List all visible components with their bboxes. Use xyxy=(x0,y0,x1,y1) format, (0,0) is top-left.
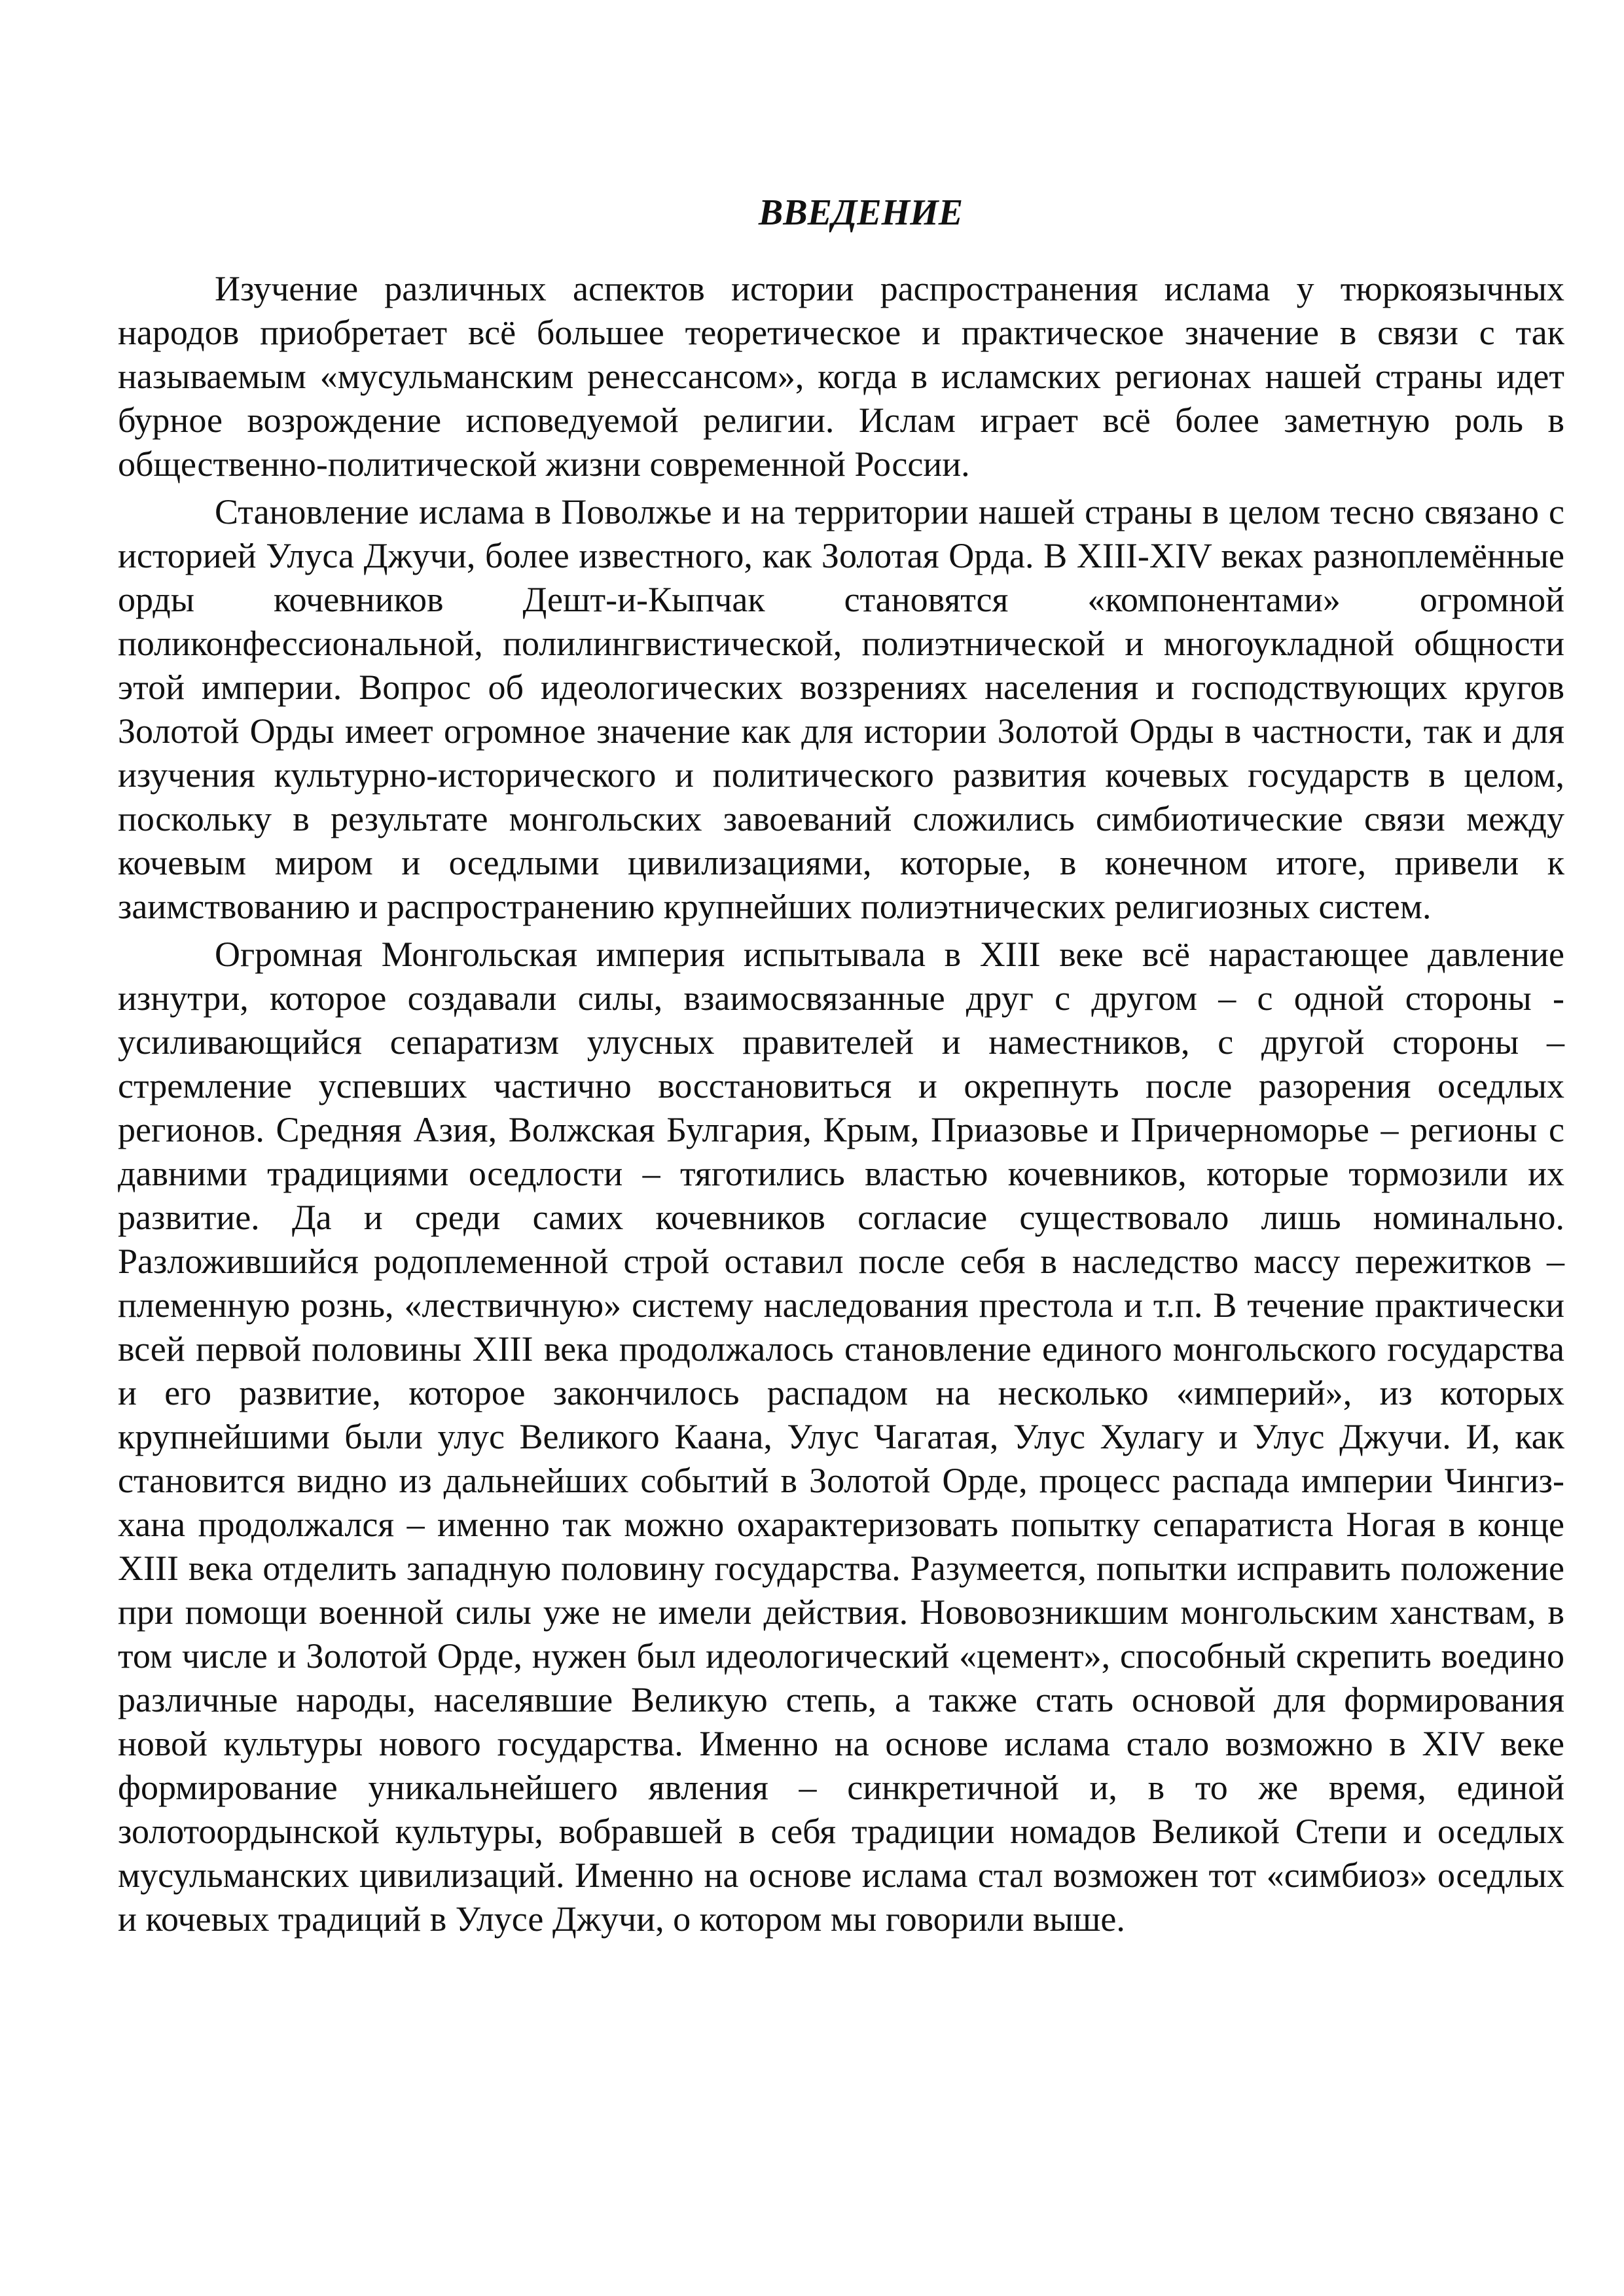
paragraph-3: Огромная Монгольская империя испытывала в XIII веке всё нарастающее давление изнутри, которое создавали силы, взаимосвязанные друг с другом – с одной стороны - усиливающийся сепаратизм улусных правителей и наместников, с другой стороны – стремление успевших частично восстановиться и окрепнуть после разорения оседлых регионов. Средняя Азия, Волжская Булгария, Крым, Приазовье и Причерноморье – регионы с давними традициями оседлости – тяготились властью кочевников, которые тормозили их развитие. Да и среди самих кочевников согласие существовало лишь номинально. Разложившийся родоплеменной строй оставил после себя в наследство массу пережитков – племенную рознь, «лествичную» систему наследования престола и т.п. В течение практически всей первой половины XIII века продолжалось становление единого монгольского государства и его развитие, которое закончилось распадом на несколько «империй», из которых крупнейшими были улус Великого Каана, Улус Чагатая, Улус Хулагу и Улус Джучи. И, как становится видно из дальнейших событий в Золотой Орде, процесс распада империи Чингиз-хана продолжался – именно так можно охарактеризовать попытку сепаратиста Ногая в конце XIII века отделить западную половину государства. Разумеется, попытки исправить положение при помощи военной силы уже не имели действия. Нововозникшим монгольским ханствам, в том числе и Золотой Орде, нужен был идеологический «цемент», способный скрепить воедино различные народы, населявшие Великую степь, а также стать основой для формирования новой культуры нового государства. Именно на основе ислама стало возможно в XIV веке формирование уникальнейшего явления – синкретичной и, в то же время, единой золотоордынской культуры, вобравшей в себя традиции номадов Великой Степи и оседлых мусульманских цивилизаций. Именно на основе ислама стал возможен тот «симбиоз» оседлых и кочевых традиций в Улусе Джучи, о котором мы говорили выше. xyxy=(118,935,1564,1939)
page-title: ВВЕДЕНИЕ xyxy=(758,192,964,233)
paragraph-2: Становление ислама в Поволжье и на территории нашей страны в целом тесно связано с историей Улуса Джучи, более известного, как Золотая Орда. В XIII-XIV веках разноплемённые орды кочевников Дешт-и-Кыпчак становятся «компонентами» огромной поликонфессиональной, полилингвистической, полиэтнической и многоукладной общности этой империи. Вопрос об идеологических воззрениях населения и господствующих кругов Золотой Орды имеет огромное значение как для истории Золотой Орды в частности, так и для изучения культурно-исторического и политического развития кочевых государств в целом, поскольку в результате монгольских завоеваний сложились симбиотические связи между кочевым миром и оседлыми цивилизациями, которые, в конечном итоге, привели к заимствованию и распространению крупнейших полиэтнических религиозных систем. xyxy=(118,492,1564,926)
document-page xyxy=(118,190,1564,1945)
paragraph-1: Изучение различных аспектов истории распространения ислама у тюркоязычных народов приобретает всё большее теоретическое и практическое значение в связи с так называемым «мусульманским ренессансом», когда в исламских регионах нашей страны идет бурное возрождение исповедуемой религии. Ислам играет всё более заметную роль в общественно-политической жизни современной России. xyxy=(118,269,1564,484)
